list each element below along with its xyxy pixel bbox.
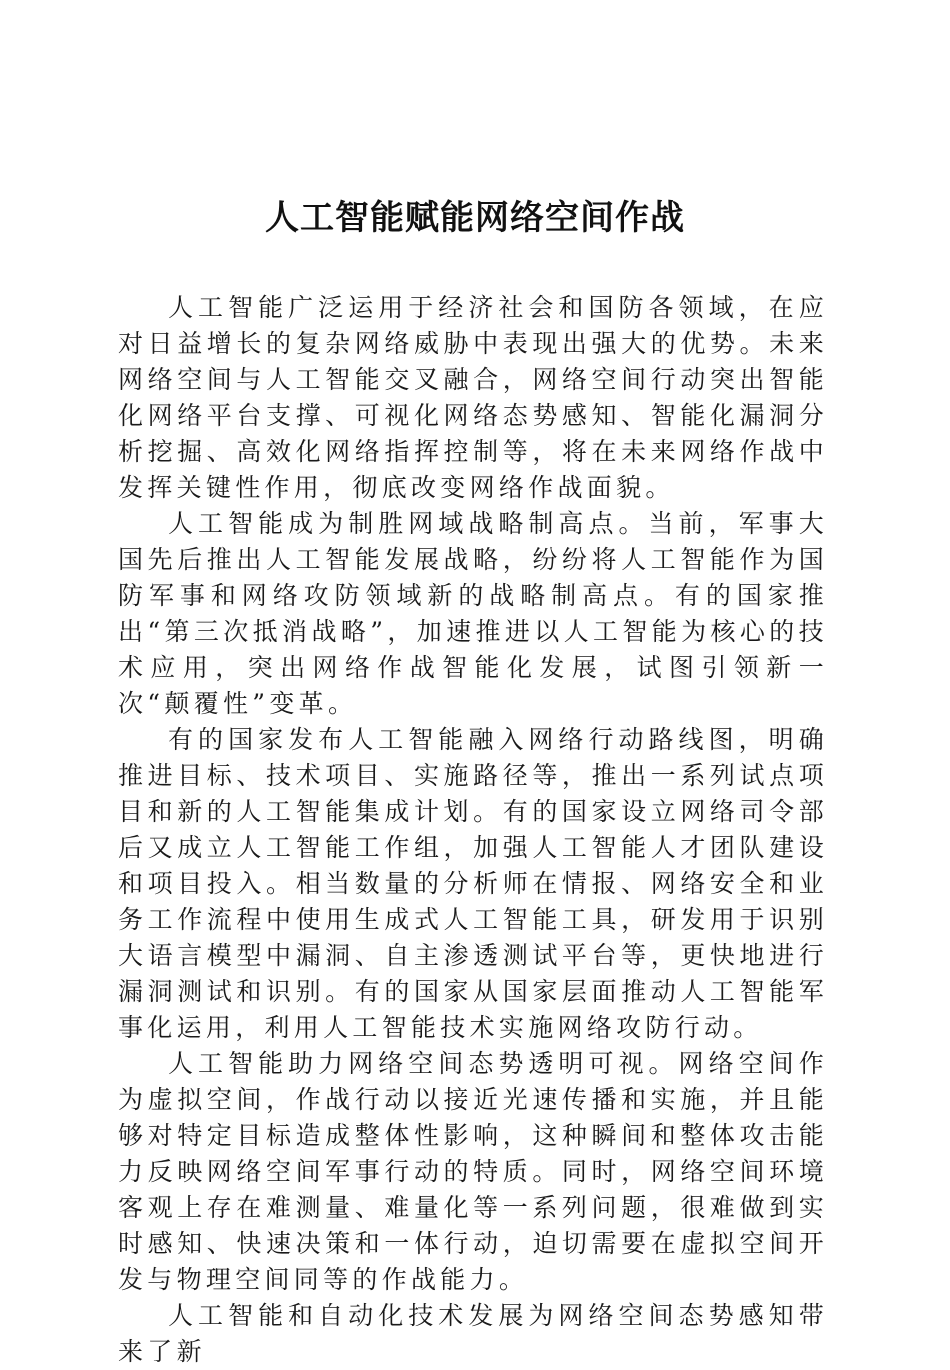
document-body [118, 290, 828, 1370]
paragraph: 人工智能成为制胜网域战略制高点。当前，军事大国先后推出人工智能发展战略，纷纷将人工智能作为国防军事和网络攻防领域新的战略制高点。有的国家推出“第三次抵消战略”，加速推进以人工智能为核心的技术应用，突出网络作战智能化发展，试图引领新一次“颠覆性”变革。 [118, 509, 828, 718]
paragraph: 人工智能助力网络空间态势透明可视。网络空间作为虚拟空间，作战行动以接近光速传播和实施，并且能够对特定目标造成整体性影响，这种瞬间和整体攻击能力反映网络空间军事行动的特质。同时，网络空间环境客观上存在难测量、难量化等一系列问题，很难做到实时感知、快速决策和一体行动，迫切需要在虚拟空间开发与物理空间同等的作战能力。 [118, 1049, 828, 1294]
paragraph: 人工智能广泛运用于经济社会和国防各领域，在应对日益增长的复杂网络威胁中表现出强大的优势。未来网络空间与人工智能交叉融合，网络空间行动突出智能化网络平台支撑、可视化网络态势感知、智能化漏洞分析挖掘、高效化网络指挥控制等，将在未来网络作战中发挥关键性作用，彻底改变网络作战面貌。 [118, 293, 828, 502]
paragraph: 有的国家发布人工智能融入网络行动路线图，明确推进目标、技术项目、实施路径等，推出一系列试点项目和新的人工智能集成计划。有的国家设立网络司令部后又成立人工智能工作组，加强人工智能人才团队建设和项目投入。相当数量的分析师在情报、网络安全和业务工作流程中使用生成式人工智能工具，研发用于识别大语言模型中漏洞、自主渗透测试平台等，更快地进行漏洞测试和识别。有的国家从国家层面推动人工智能军事化运用，利用人工智能技术实施网络攻防行动。 [118, 725, 828, 1042]
paragraph: 人工智能和自动化技术发展为网络空间态势感知带来了新 [118, 1301, 828, 1366]
document-title: 人工智能赋能网络空间作战 [265, 198, 685, 238]
